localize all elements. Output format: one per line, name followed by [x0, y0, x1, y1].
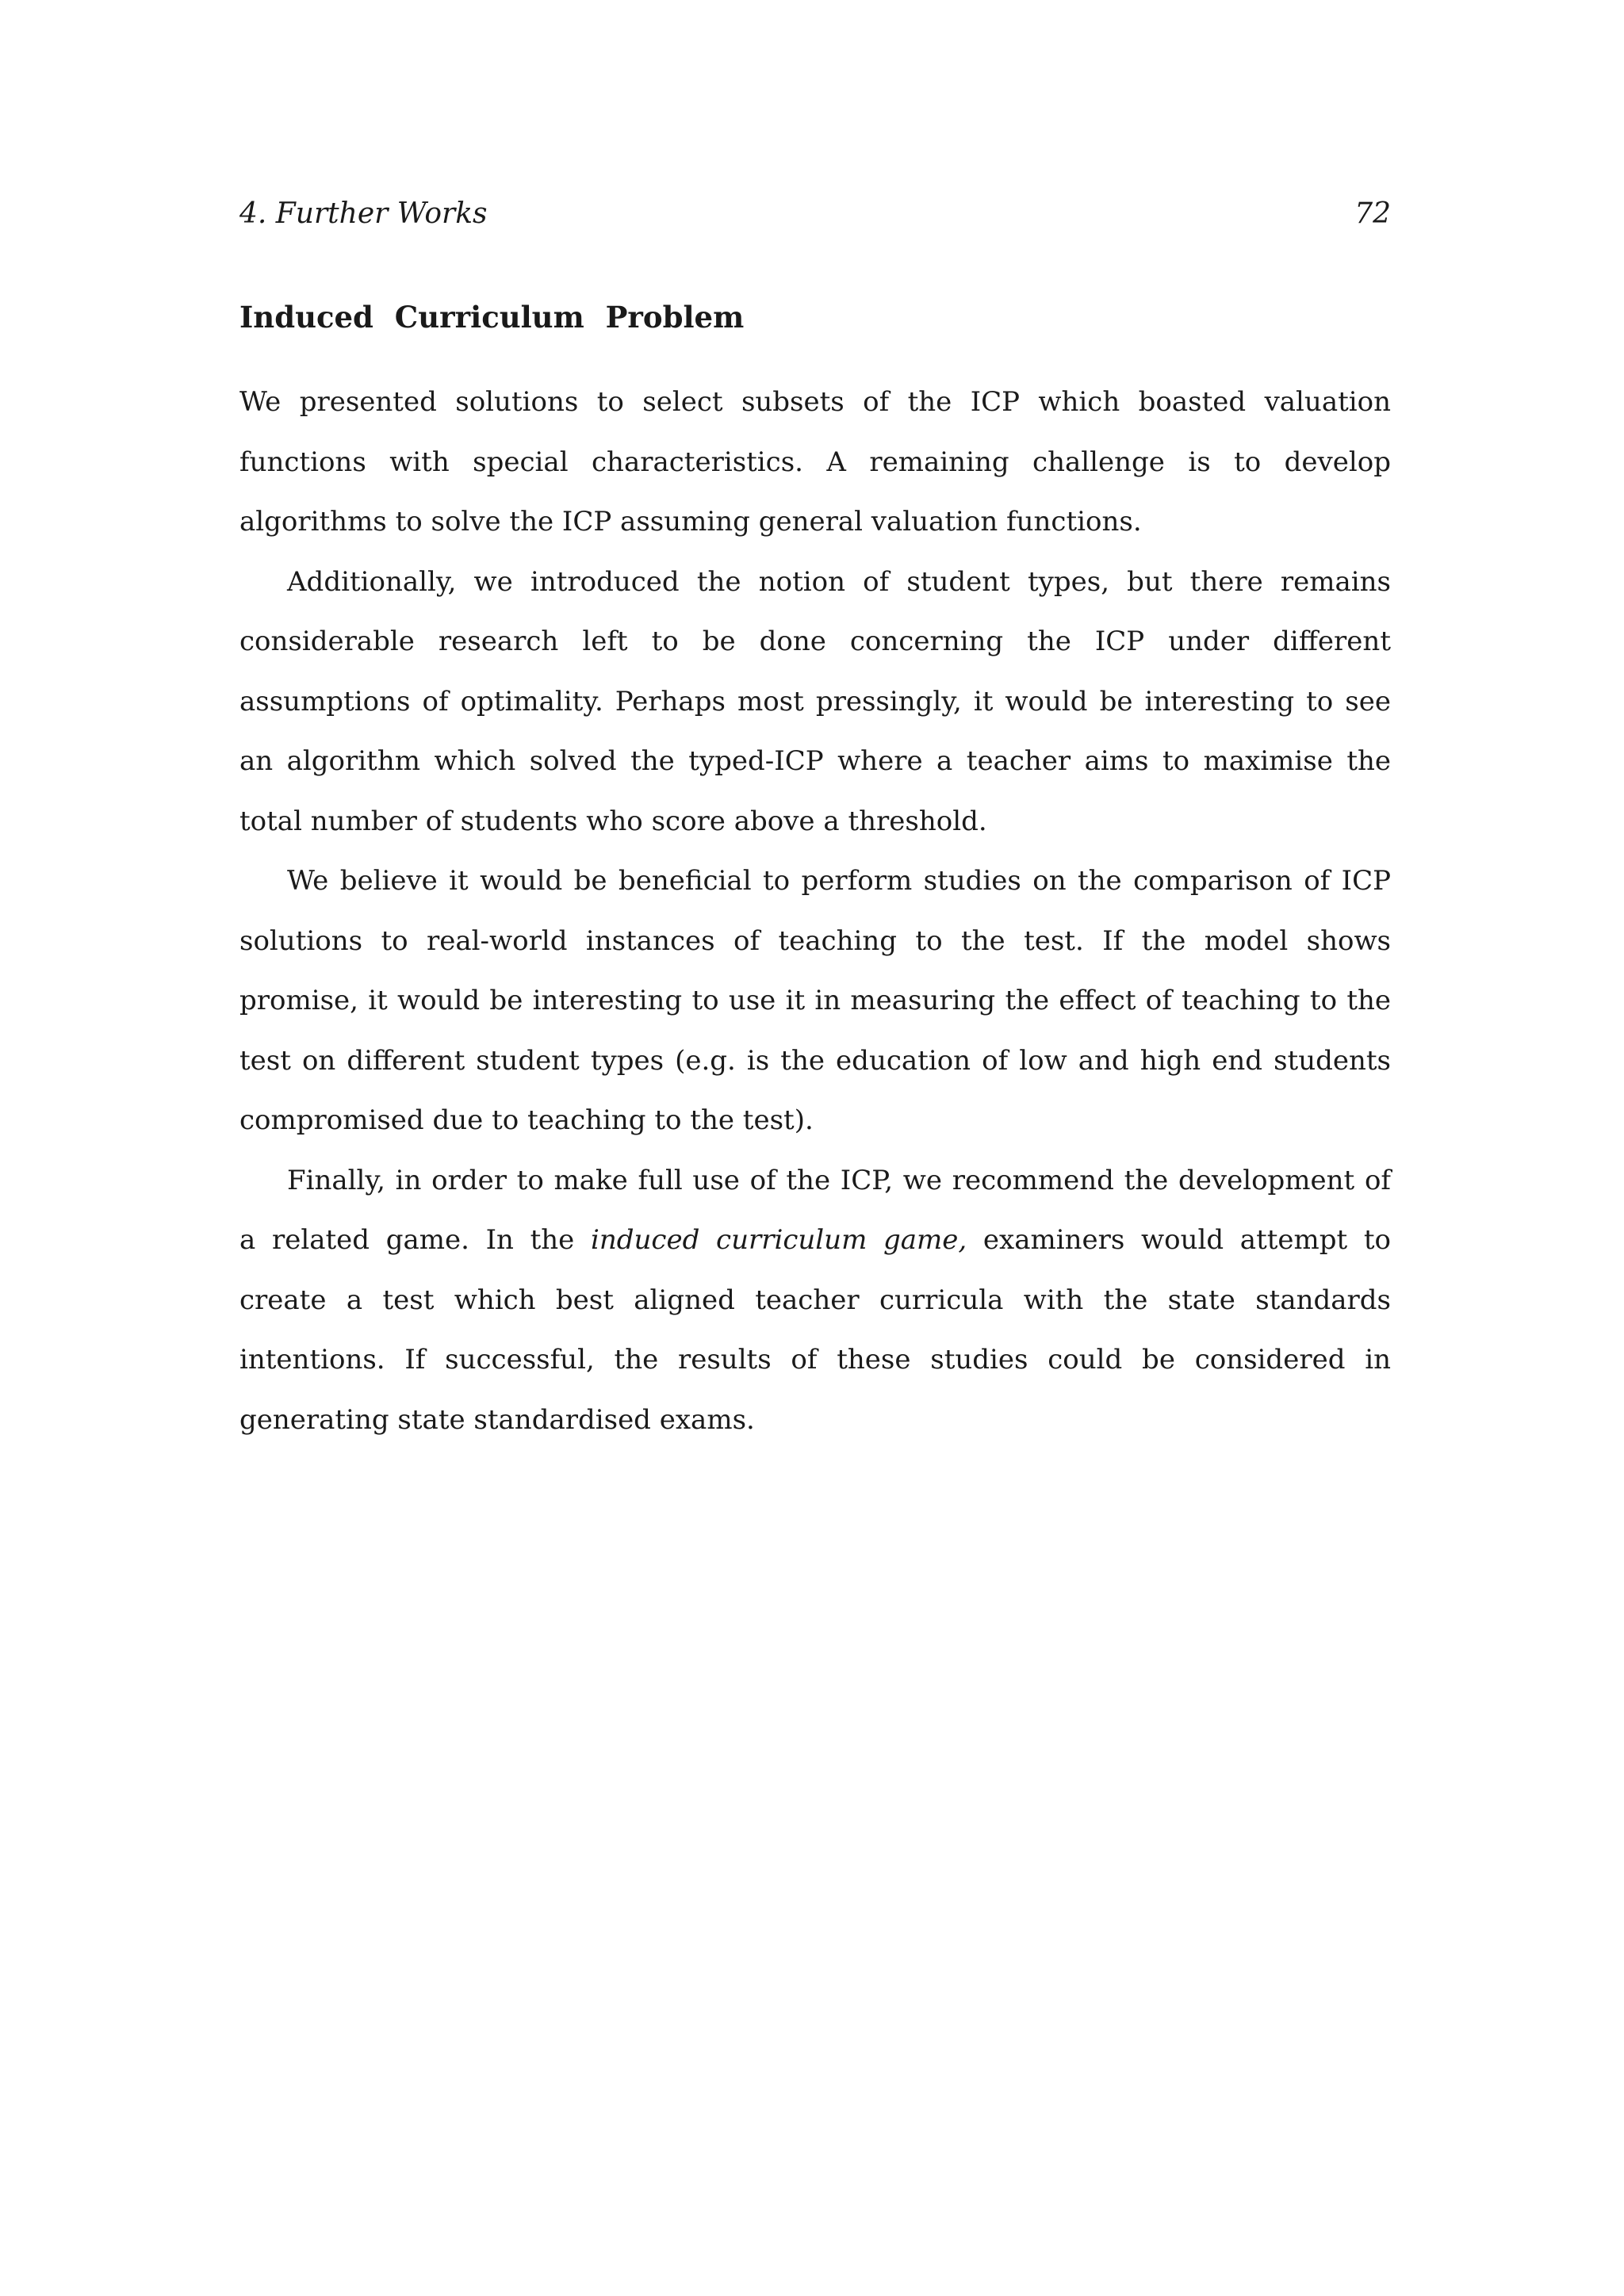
paragraph-4 — [239, 1151, 1391, 1451]
paragraph-2: Additionally, we introduced the notion of student types, but there remains considerable research left to be done concerning the ICP under different assumptions of optimality. Perhaps most pressingly, it would be interesting to see an algorithm which solved the typed-ICP where a teacher aims to maximise the total number of students who score above a threshold. — [239, 565, 1391, 837]
paragraph-3: We believe it would be beneficial to perform studies on the comparison of ICP solutions to real-world instances of teaching to the test. If the model shows promise, it would be interesting to use it in measuring the effect of teaching to the test on different student types (e.g. is the education of low and high end students compromised due to teaching to the test). — [239, 865, 1391, 1136]
paragraph-4-text-after: examiners would attempt to create a test which best aligned teacher curricula with the state standards intentions. If successful, the results of these studies could be considered in generating state standardised exams. — [239, 1224, 1391, 1436]
page-number: 72 — [1354, 197, 1391, 230]
running-header — [239, 190, 1391, 238]
paragraph-1: We presented solutions to select subsets of the ICP which boasted valuation functions with special characteristics. A remaining challenge is to develop algorithms to solve the ICP assuming general valuation functions. — [239, 386, 1391, 538]
paragraph-4-text-before: Finally, in order to make full use of the ICP, we recommend the development of a related game. In the — [239, 1164, 1391, 1256]
chapter-title: 4. Further Works — [239, 197, 488, 230]
section-heading: Induced Curriculum Problem — [239, 300, 745, 335]
emphasized-term: induced curriculum game, — [591, 1224, 967, 1256]
body-text — [239, 373, 1391, 1450]
